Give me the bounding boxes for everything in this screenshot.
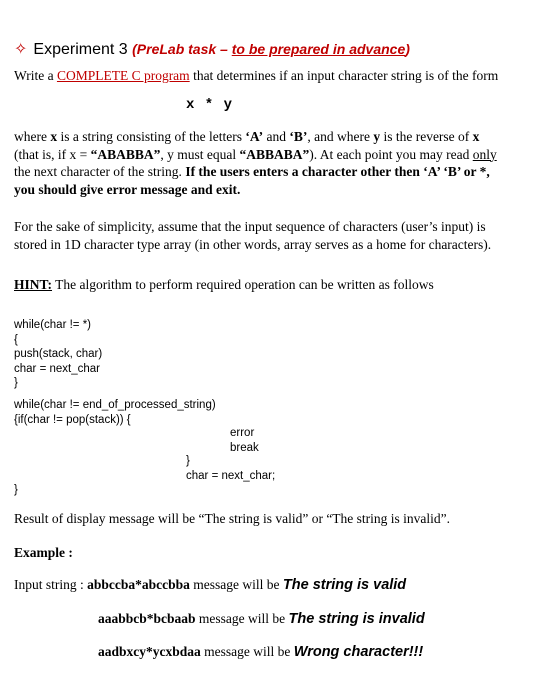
code-block-close: } — [14, 484, 18, 496]
example-label: Example : — [14, 545, 73, 560]
diamond-star-icon: ✧ — [14, 41, 28, 58]
experiment-title: Experiment 3 — [33, 41, 128, 58]
description-line-1: where x is a string consisting of the letters ‘A’ and ‘B’, and where y is the reverse of x — [14, 129, 480, 144]
example-message: The string is valid — [282, 577, 407, 593]
example-message: The string is invalid — [288, 611, 425, 627]
intro-paragraph: Write a COMPLETE C program that determines if an input character string is of the form — [14, 68, 499, 83]
description-line-4: you should give error message and exit. — [14, 181, 241, 197]
example-message: Wrong character!!! — [293, 644, 424, 660]
description-paragraph — [14, 128, 497, 198]
code-block-push: while(char != *) { push(stack, char) char = next_char } — [14, 319, 103, 389]
code-block-pop: while(char != end_of_processed_string) {if(char != pop(stack)) { — [14, 399, 216, 426]
code-block-next: } char = next_char; — [186, 455, 276, 482]
example-row: aadbxcy*ycxbdaa message will be Wrong character!!! — [98, 644, 424, 660]
example-row: Input string : abbccba*abccbba message will be The string is valid — [14, 577, 407, 593]
hint-label: HINT: — [14, 277, 53, 292]
example-row: aaabbcb*bcbaab message will be The string is invalid — [98, 611, 425, 627]
complete-c-program-link: COMPLETE C program — [56, 68, 190, 83]
experiment-heading — [14, 39, 410, 59]
formula: x * y — [186, 97, 234, 113]
simplicity-paragraph: For the sake of simplicity, assume that the input sequence of characters (user’s input) is stored in 1D character type array (in other words, array serves as a home for characters). — [14, 219, 492, 252]
hint-line: HINT: The algorithm to perform required operation can be written as follows — [14, 277, 434, 292]
code-block-error: error break — [230, 427, 259, 454]
prelab-subtitle: (PreLab task – to be prepared in advance) — [132, 41, 410, 57]
description-line-2: (that is, if x = “ABABBA”, y must equal “ABBABA”). At each point you may read only — [14, 146, 497, 162]
result-line: Result of display message will be “The string is valid” or “The string is invalid”. — [14, 511, 451, 526]
description-line-3: the next character of the string. If the users enters a character other then ‘A’ ‘B’ or *, — [14, 164, 490, 179]
